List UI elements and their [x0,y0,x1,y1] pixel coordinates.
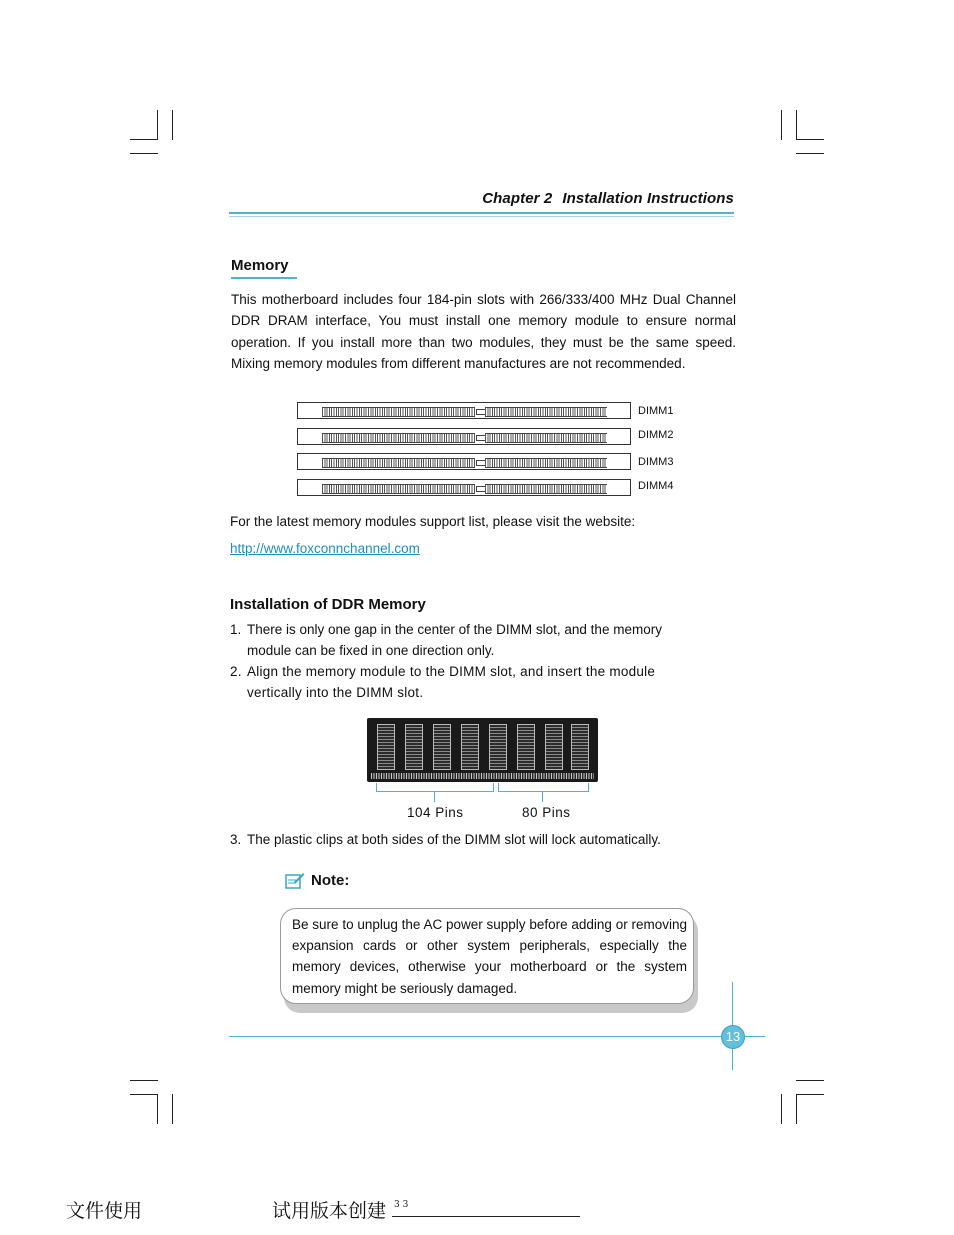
crop-mark [796,1080,824,1081]
pins-bracket-right [498,783,589,792]
dimm-slot-2 [297,428,631,445]
note-pencil-icon [285,871,305,889]
dimm-label-4: DIMM4 [638,480,674,492]
memory-chip [461,724,479,770]
memory-chip [405,724,423,770]
dimm-slot-4 [297,479,631,496]
pins-bracket-left [376,783,494,792]
footer-underline [392,1216,580,1217]
gold-contacts [371,773,594,779]
crop-mark [157,110,158,140]
slot-pins [485,458,607,468]
list-item-step-2 [230,661,700,703]
ddr-module-image [367,718,598,782]
chapter-header [230,190,734,207]
slot-pins [322,407,475,417]
bracket-stem [542,792,543,802]
step-text: Align the memory module to the DIMM slot, and insert the module vertically into the DIMM slot. [247,664,656,700]
slot-pins [485,484,607,494]
section-title-memory: Memory [231,257,289,274]
crop-mark [796,153,824,154]
dimm-slot-1 [297,402,631,419]
crop-mark [130,1080,158,1081]
crop-mark [130,153,158,154]
memory-chip [489,724,507,770]
crop-mark [172,1094,173,1124]
step-text: The plastic clips at both sides of the DIMM slot will lock automatically. [247,832,661,847]
section-underline [231,277,297,279]
installation-title: Installation of DDR Memory [230,596,426,613]
slot-pins [485,407,607,417]
dimm-label-3: DIMM3 [638,456,674,468]
step-number: 1. [230,622,242,637]
dimm-slot-3 [297,453,631,470]
memory-chip [571,724,589,770]
pins-80-label: 80 Pins [522,805,571,820]
step-text: There is only one gap in the center of the DIMM slot, and the memory module can be fixed in one direction only. [247,622,662,658]
header-rule-thin [229,216,734,217]
crop-mark [796,1094,824,1095]
chapter-label: Chapter 2 [482,190,553,207]
slot-pins [322,433,475,443]
crop-mark [157,1094,158,1124]
crop-mark [796,110,797,140]
note-text: Be sure to unplug the AC power supply before adding or removing expansion cards or other system peripherals, especially the memory devices, otherwise your motherboard or the system memory might be seriously damaged. [292,917,687,996]
memory-chip [433,724,451,770]
step-number: 2. [230,664,242,679]
slot-pins [322,484,475,494]
crop-mark [796,1094,797,1124]
footer-left-text: 文件使用 [66,1200,143,1222]
support-list-text: For the latest memory modules support list, please visit the website: [230,514,636,529]
bracket-stem [434,792,435,802]
dimm-label-1: DIMM1 [638,405,674,417]
step-number: 3. [230,832,242,847]
footer-middle-text: 试用版本创建 [272,1200,387,1222]
page-number-badge: 13 [721,1025,745,1049]
list-item-step-1 [230,619,700,661]
crop-mark [130,1094,158,1095]
dimm-label-2: DIMM2 [638,429,674,441]
header-rule [229,212,734,214]
footer-rule [229,1036,765,1037]
memory-chip [517,724,535,770]
chapter-title: Installation Instructions [562,190,734,207]
crop-mark [796,139,824,140]
slot-pins [485,433,607,443]
note-label: Note: [311,872,350,889]
crop-mark [781,1094,782,1124]
footer-superscript: 3 3 [394,1200,409,1210]
crop-mark [130,139,158,140]
memory-chip [377,724,395,770]
pins-104-label: 104 Pins [407,805,464,820]
crop-mark [781,110,782,140]
slot-pins [322,458,475,468]
memory-paragraph: This motherboard includes four 184-pin slots with 266/333/400 MHz Dual Channel DDR DRAM interface, You must install one memory module to ensure normal operation. If you install more than two modules, they must be the same speed. Mixing memory modules from different manufactures are not recommended. [231,292,736,372]
website-link[interactable]: http://www.foxconnchannel.com [230,541,420,556]
list-item-step-3 [230,829,730,850]
crop-mark [172,110,173,140]
memory-chip [545,724,563,770]
